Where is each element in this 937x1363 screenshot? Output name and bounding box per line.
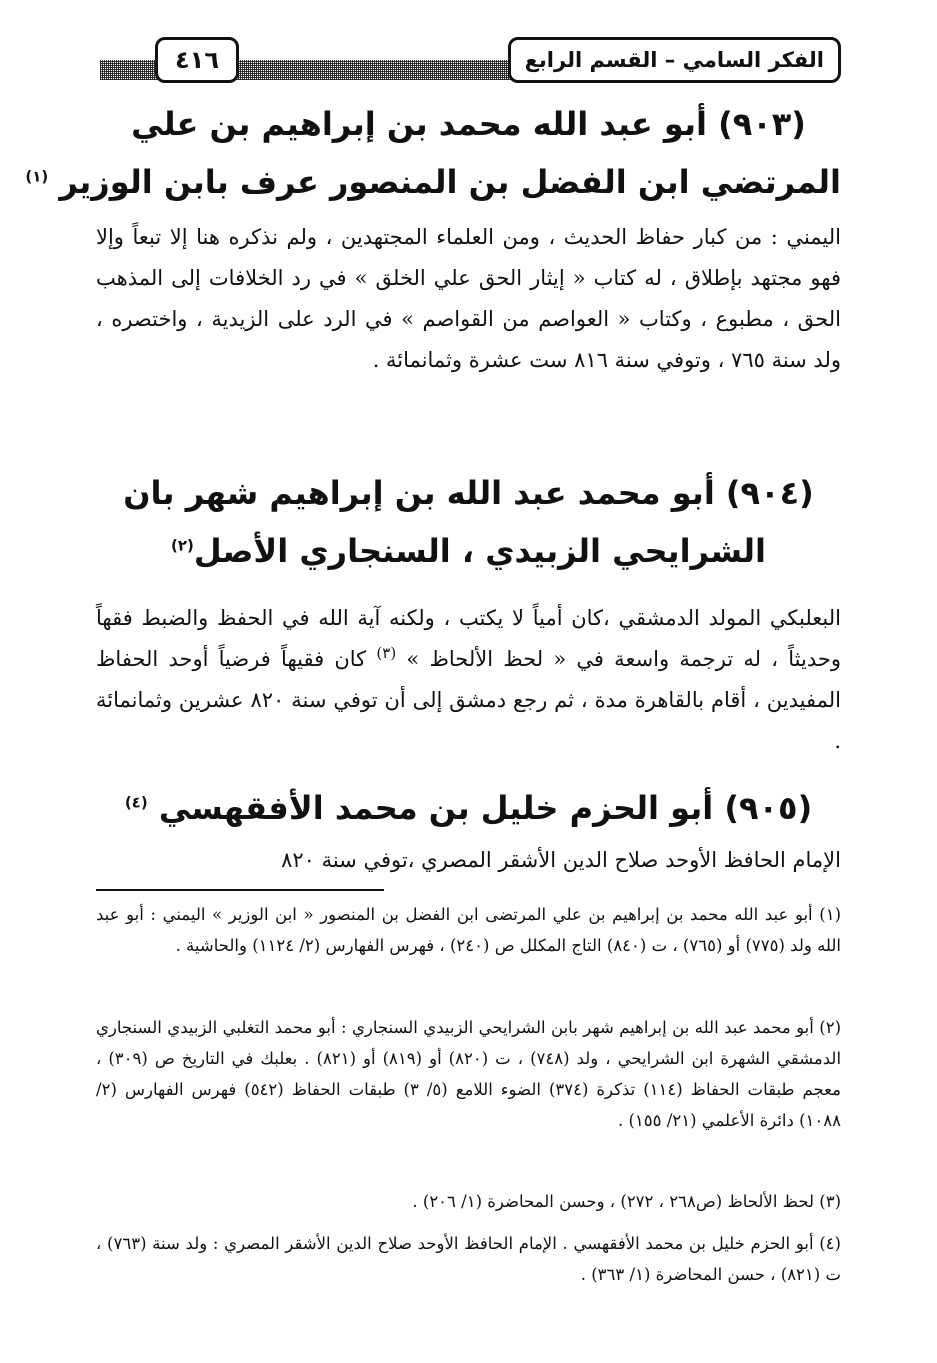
footnote-ref-3: (٣)	[376, 644, 397, 662]
entry-904-body	[96, 598, 841, 762]
running-header-title: الفكر السامي – القسم الرابع	[508, 37, 841, 83]
entry-904-body-part1: البعلبكي المولد الدمشقي ،كان أمياً لا يكتب ، ولكنه آية الله في الحفظ والضبط فقهاً وحديثاً ، له ترجمة واسعة في « لحظ الألحاظ »	[96, 606, 841, 671]
page-number: ٤١٦	[155, 37, 239, 83]
footnote-4: (٤) أبو الحزم خليل بن محمد الأفقهسي . الإمام الحافظ الأوحد صلاح الدين الأشقر المصري : ولد سنة (٧٦٣) ، ت (٨٢١) ، حسن المحاضرة (١/ ٣٦٣) .	[96, 1234, 841, 1284]
footnote-2: (٢) أبو محمد عبد الله بن إبراهيم شهر بابن الشرايحي الزبيدي السنجاري : أبو محمد التغلبي الزبيدي السنجاري الدمشقي الشهرة ابن الشرايحي ، ولد (٧٤٨) ، ت (٨٢٠) أو (٨١٩) أو (٨٢١) . بعلبك في التاريخ ص (٣٠٩) ، معجم طبقات الحفاظ (١١٤) تذكرة (٣٧٤) الضوء اللامع (٥/ ٣) طبقات الحفاظ (٥٤٢) فهرس الفهارس (٢/ ١٠٨٨) دائرة الأعلمي (٢١/ ١٥٥) .	[96, 1018, 842, 1130]
entry-905-body: الإمام الحافظ الأوحد صلاح الدين الأشقر المصري ،توفي سنة ٨٢٠	[281, 848, 841, 872]
entry-903-body: اليمني : من كبار حفاظ الحديث ، ومن العلماء المجتهدين ، ولم نذكره هنا إلا تبعاً وإلا فهو مجتهد بإطلاق ، له كتاب « إيثار الحق علي الخلق » في رد الخلافات إلى المذهب الحق ، مطبوع ، وكتاب « العواصم من القواصم » في الرد على الزيدية ، واختصره ، ولد سنة ٧٦٥ ، وتوفي سنة ٨١٦ ست عشرة وثمانمائة .	[96, 225, 841, 372]
footnote-ref-4: (٤)	[124, 793, 148, 812]
entry-903-heading	[25, 95, 841, 211]
footnote-3: (٣) لحظ الألحاظ (ص٢٦٨ ، ٢٧٢) ، وحسن المحاضرة (١/ ٢٠٦) .	[412, 1192, 841, 1211]
footnote-separator	[96, 889, 384, 891]
entry-903-heading-line2	[25, 153, 841, 211]
entry-904-body-part2: كان فقيهاً فرضياً أوحد الحفاظ المفيدين ، أقام بالقاهرة مدة ، ثم رجع دمشق إلى أن توفي سنة ٨٢٠ عشرين وثمانمائة .	[96, 647, 841, 753]
footnote-ref-1: (١)	[25, 167, 49, 186]
footnote-1: (١) أبو عبد الله محمد بن إبراهيم بن علي المرتضى ابن الفضل بن المنصور « ابن الوزير » اليمني : أبو عبد الله ولد (٧٧٥) أو (٧٦٥) ، ت (٨٤٠) التاج المكلل ص (٢٤٠) ، فهرس الفهارس (٢/ ١١٢٤) والحاشية .	[96, 905, 841, 955]
entry-904-heading	[96, 464, 841, 580]
entry-905-heading-line1	[96, 779, 841, 837]
footnote-ref-2: (٢)	[171, 536, 194, 555]
entry-903-heading-line2-text: المرتضي ابن الفضل بن المنصور عرف بابن الوزير	[59, 163, 841, 201]
entry-905-heading-text: (٩٠٥) أبو الحزم خليل بن محمد الأفقهسي	[158, 789, 813, 827]
entry-903-heading-line1: (٩٠٣) أبو عبد الله محمد بن إبراهيم بن علي	[131, 105, 806, 143]
entry-905-heading	[96, 779, 841, 837]
entry-904-heading-line2	[96, 522, 841, 580]
entry-904-heading-line1: (٩٠٤) أبو محمد عبد الله بن إبراهيم شهر بان	[123, 474, 814, 512]
entry-904-heading-line2-text: الشرايحي الزبيدي ، السنجاري الأصل	[193, 532, 766, 570]
